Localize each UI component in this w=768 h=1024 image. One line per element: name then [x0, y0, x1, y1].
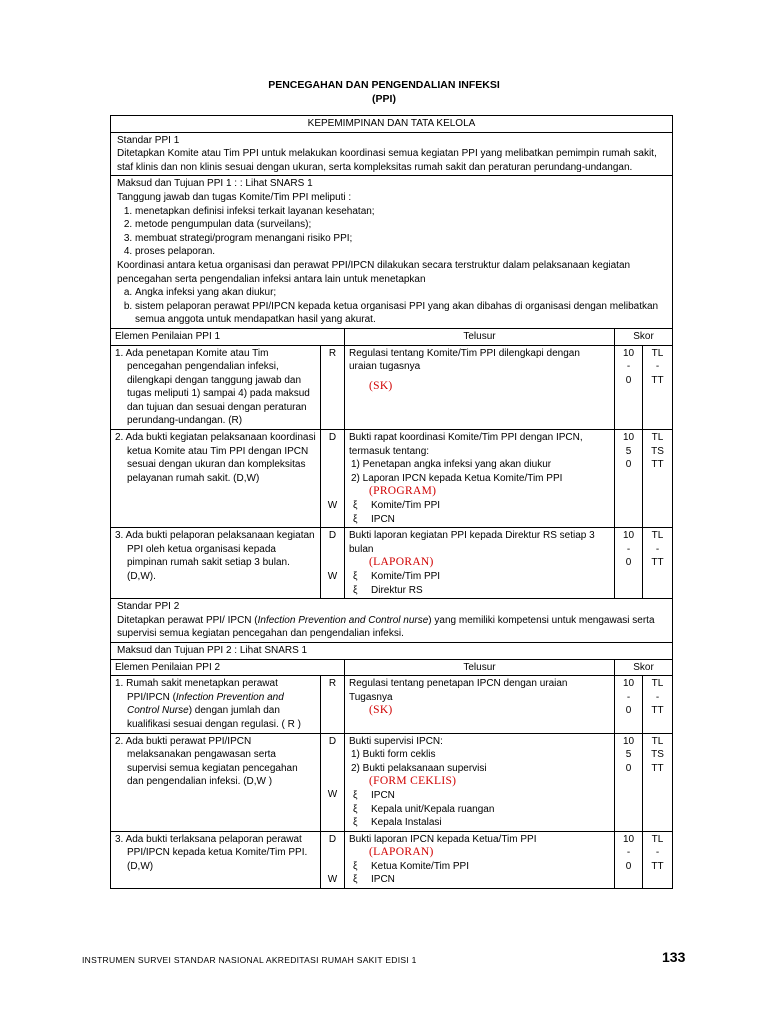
koordinasi-list — [117, 286, 666, 327]
code-cell — [321, 528, 345, 599]
col-header-elemen: Elemen Penilaian PPI 1 — [111, 328, 345, 345]
list-item: 3. membuat strategi/program menangani risiko PPI; — [135, 232, 666, 246]
table-row — [111, 528, 673, 599]
code-d: D — [328, 833, 337, 845]
text-italic: Infection Prevention and Control Nurse — [127, 691, 284, 717]
list-item: 1. menetapkan definisi infeksi terkait layanan kesehatan; — [135, 205, 666, 219]
telusur-text: Regulasi tentang Komite/Tim PPI dilengkapi dengan uraian tugasnya — [349, 347, 580, 373]
table-row — [111, 430, 673, 528]
skor-label: TL — [651, 432, 664, 444]
table-row — [111, 676, 673, 733]
ep-text: 2. Ada bukti perawat PPI/IPCN melaksanakan pengawasan serta supervisi semua kegiatan pencegahan dan pengendalian infeksi. (D,W ) — [115, 735, 298, 788]
document-type-note: (PROGRAM) — [369, 485, 437, 498]
skor-label: TL — [651, 530, 664, 542]
skor-label-cell — [643, 831, 673, 888]
koordinasi-text: Koordinasi antara ketua organisasi dan perawat PPI/IPCN dilakukan secara terstruktur dalam pelaksanaan kegiatan pencegahan serta pengendalian infeksi antara lain untuk menetapkan — [117, 259, 631, 285]
telusur-sub-item: 2) Bukti pelaksanaan supervisi — [351, 762, 487, 774]
section-title: KEPEMIMPINAN DAN TATA KELOLA — [111, 116, 673, 133]
skor-label: TT — [651, 374, 664, 386]
skor-label: - — [655, 543, 660, 555]
skor-value: 0 — [625, 459, 632, 471]
w-item-label: Ketua Komite/Tim PPI — [371, 860, 469, 872]
maksud-ppi1-title: Maksud dan Tujuan PPI 1 : : Lihat SNARS 1 — [117, 178, 313, 190]
skor-value: 10 — [622, 735, 635, 747]
code-cell: R — [321, 345, 345, 430]
xi-bullet-icon: ξ — [353, 860, 358, 872]
skor-label-cell — [643, 733, 673, 831]
skor-label: TL — [651, 678, 664, 690]
telusur-text: Bukti supervisi IPCN: — [349, 735, 443, 747]
text-part: ) yang memiliki kompetensi untuk mengawasi serta supervisi semua kegiatan pencegahan dan pengendalian infeksi. — [117, 614, 655, 640]
w-item — [349, 873, 610, 887]
col-header-telusur: Telusur — [345, 328, 615, 345]
skor-label: TL — [651, 735, 664, 747]
skor-label: TL — [651, 833, 664, 845]
table-row — [111, 345, 673, 430]
ep-text: 3. Ada bukti terlaksana pelaporan perawat PPI/IPCN kepada ketua Komite/Tim PPI. (D,W) — [115, 833, 308, 872]
standard-ppi2-label: Standar PPI 2 — [117, 601, 180, 613]
skor-cell — [615, 430, 643, 528]
skor-label: TT — [651, 860, 664, 872]
document-type-note: (LAPORAN) — [369, 846, 434, 859]
text-part: 1. Rumah sakit menetapkan perawat PPI/IPCN ( — [115, 678, 278, 703]
standard-ppi2 — [111, 599, 673, 643]
document-type-note: (FORM CEKLIS) — [369, 775, 457, 788]
skor-cell — [615, 831, 643, 888]
code-d: D — [328, 735, 337, 747]
code-w: W — [327, 789, 338, 801]
w-item-label: Kepala Instalasi — [371, 817, 442, 829]
skor-label: TT — [651, 762, 664, 774]
col-header-skor: Skor — [615, 659, 673, 676]
xi-bullet-icon: ξ — [353, 500, 358, 512]
code-cell: R — [321, 676, 345, 733]
skor-cell — [615, 676, 643, 733]
skor-label: TT — [651, 557, 664, 569]
xi-bullet-icon: ξ — [353, 874, 358, 886]
ep-text: 1. Ada penetapan Komite atau Tim pencegahan pengendalian infeksi, dilengkapi dengan tanggung jawab dan tugas meliputi 1) sampai 4) pada maksud dan tujuan dan sesuai dengan peraturan perundang-undangan. (R) — [115, 347, 310, 427]
code-cell — [321, 733, 345, 831]
xi-bullet-icon: ξ — [353, 803, 358, 815]
skor-label: TS — [651, 445, 664, 457]
standard-ppi1-text: Ditetapkan Komite atau Tim PPI untuk melakukan koordinasi semua kegiatan PPI yang melibatkan pemimpin rumah sakit, staf klinis dan non klinis sesuai dengan ukuran, serta kompleksitas rumah sakit dan peraturan perundang-undangan. — [117, 148, 657, 173]
document-type-note: (SK) — [369, 379, 393, 392]
list-item: a. Angka infeksi yang akan diukur; — [135, 286, 666, 300]
skor-cell — [615, 528, 643, 599]
w-item — [349, 860, 610, 874]
code-w: W — [327, 570, 338, 582]
w-item-label: IPCN — [371, 874, 395, 886]
skor-value: 0 — [625, 762, 632, 774]
xi-bullet-icon: ξ — [353, 817, 358, 829]
code-w: W — [327, 499, 338, 511]
document-type-note: (LAPORAN) — [369, 556, 434, 569]
telusur-sub-item: 2) Laporan IPCN kepada Ketua Komite/Tim PPI — [351, 472, 563, 484]
code-cell — [321, 831, 345, 888]
skor-value: 10 — [622, 678, 635, 690]
w-item — [349, 803, 610, 817]
table-row — [111, 831, 673, 888]
skor-cell — [615, 733, 643, 831]
telusur-text: Bukti laporan kegiatan PPI kepada Direktur RS setiap 3 bulan — [349, 530, 595, 555]
skor-label: TL — [651, 347, 664, 359]
maksud-ppi1 — [111, 176, 673, 329]
w-item-label: Komite/Tim PPI — [371, 571, 441, 582]
ep-text: 3. Ada bukti pelaporan pelaksanaan kegiatan PPI oleh ketua organisasi kepada pimpinan rumah sakit setiap 3 bulan. (D,W). — [115, 530, 315, 582]
table-row — [111, 733, 673, 831]
standard-ppi1 — [111, 132, 673, 176]
code-d: D — [328, 432, 337, 444]
skor-label-cell — [643, 345, 673, 430]
xi-bullet-icon: ξ — [353, 789, 358, 801]
list-item: 2. metode pengumpulan data (surveilans); — [135, 218, 666, 232]
skor-value: 10 — [622, 432, 635, 444]
skor-value: - — [626, 691, 631, 703]
telusur-text: Regulasi tentang penetapan IPCN dengan uraian Tugasnya — [349, 678, 568, 703]
footer-text: INSTRUMEN SURVEI STANDAR NASIONAL AKREDITASI RUMAH SAKIT EDISI 1 — [82, 955, 417, 965]
skor-value: 5 — [625, 445, 632, 457]
text-part: Ditetapkan perawat PPI/ IPCN ( — [117, 614, 258, 626]
list-item: 4. proses pelaporan. — [135, 245, 666, 259]
skor-value: - — [626, 543, 631, 555]
text-italic: Infection Prevention and Control nurse — [257, 614, 429, 626]
ep-text: 2. Ada bukti kegiatan pelaksanaan koordinasi ketua Komite atau Tim PPI dengan IPCN sesuai dengan ukuran dan kompleksitas pelayanan rumah sakit. (D,W) — [115, 432, 316, 484]
skor-value: 0 — [625, 557, 632, 569]
skor-value: 0 — [625, 860, 632, 872]
standards-table — [110, 115, 673, 889]
telusur-sub-item: 1) Penetapan angka infeksi yang akan diukur — [351, 459, 552, 471]
skor-value: 10 — [622, 833, 635, 845]
maksud-ppi2-title: Maksud dan Tujuan PPI 2 : Lihat SNARS 1 — [111, 642, 673, 659]
code-cell — [321, 430, 345, 528]
w-item — [349, 816, 610, 830]
telusur-text: Bukti laporan IPCN kepada Ketua/Tim PPI — [349, 833, 537, 845]
skor-value: 0 — [625, 374, 632, 386]
xi-bullet-icon: ξ — [353, 513, 358, 525]
col-header-elemen: Elemen Penilaian PPI 2 — [111, 659, 345, 676]
document-title: PENCEGAHAN DAN PENGENDALIAN INFEKSI — [268, 79, 500, 91]
w-item-label: Komite/Tim PPI — [371, 500, 441, 512]
text-part: ) dengan jumlah dan kualifikasi sesuai dengan regulasi. ( R ) — [127, 705, 301, 730]
xi-bullet-icon: ξ — [353, 584, 358, 596]
maksud-ppi1-intro: Tanggung jawab dan tugas Komite/Tim PPI meliputi : — [117, 191, 352, 203]
w-item — [349, 499, 610, 513]
ep-text — [115, 677, 316, 731]
document-subtitle: (PPI) — [372, 93, 396, 105]
w-item — [349, 789, 610, 803]
xi-bullet-icon: ξ — [353, 571, 358, 582]
skor-label-cell — [643, 528, 673, 599]
code-d: D — [328, 530, 337, 542]
skor-label: - — [655, 361, 660, 373]
w-item — [349, 513, 610, 527]
skor-value: 5 — [625, 749, 632, 761]
w-item-label: Direktur RS — [371, 584, 423, 596]
skor-cell — [615, 345, 643, 430]
list-item: b. sistem pelaporan perawat PPI/IPCN kepada ketua organisasi PPI yang akan dibahas di organisasi dengan melibatkan semua anggota untuk mendapatkan hasil yang akurat. — [135, 300, 666, 327]
standard-ppi1-label: Standar PPI 1 — [117, 134, 180, 146]
w-item-label: IPCN — [371, 513, 395, 525]
code-w: W — [327, 874, 338, 886]
w-item-label: Kepala unit/Kepala ruangan — [371, 803, 495, 815]
skor-value: 0 — [625, 705, 632, 717]
col-header-telusur: Telusur — [345, 659, 615, 676]
skor-value: - — [626, 361, 631, 373]
skor-label-cell — [643, 676, 673, 733]
page-number: 133 — [662, 949, 686, 965]
col-header-skor: Skor — [615, 328, 673, 345]
standard-ppi2-text — [117, 614, 666, 641]
skor-value: 10 — [622, 347, 635, 359]
skor-label: TS — [651, 749, 664, 761]
document-type-note: (SK) — [369, 704, 393, 717]
skor-value: - — [626, 847, 631, 859]
w-item — [349, 570, 610, 584]
skor-label: - — [655, 847, 660, 859]
skor-label: - — [655, 691, 660, 703]
telusur-sub-item: 1) Bukti form ceklis — [351, 749, 436, 761]
w-item-label: IPCN — [371, 789, 395, 801]
skor-label-cell — [643, 430, 673, 528]
maksud-ppi1-list — [117, 205, 666, 259]
telusur-text: Bukti rapat koordinasi Komite/Tim PPI dengan IPCN, termasuk tentang: — [349, 432, 583, 457]
skor-label: TT — [651, 459, 664, 471]
skor-label: TT — [651, 705, 664, 717]
w-item — [349, 584, 610, 598]
skor-value: 10 — [622, 530, 635, 542]
